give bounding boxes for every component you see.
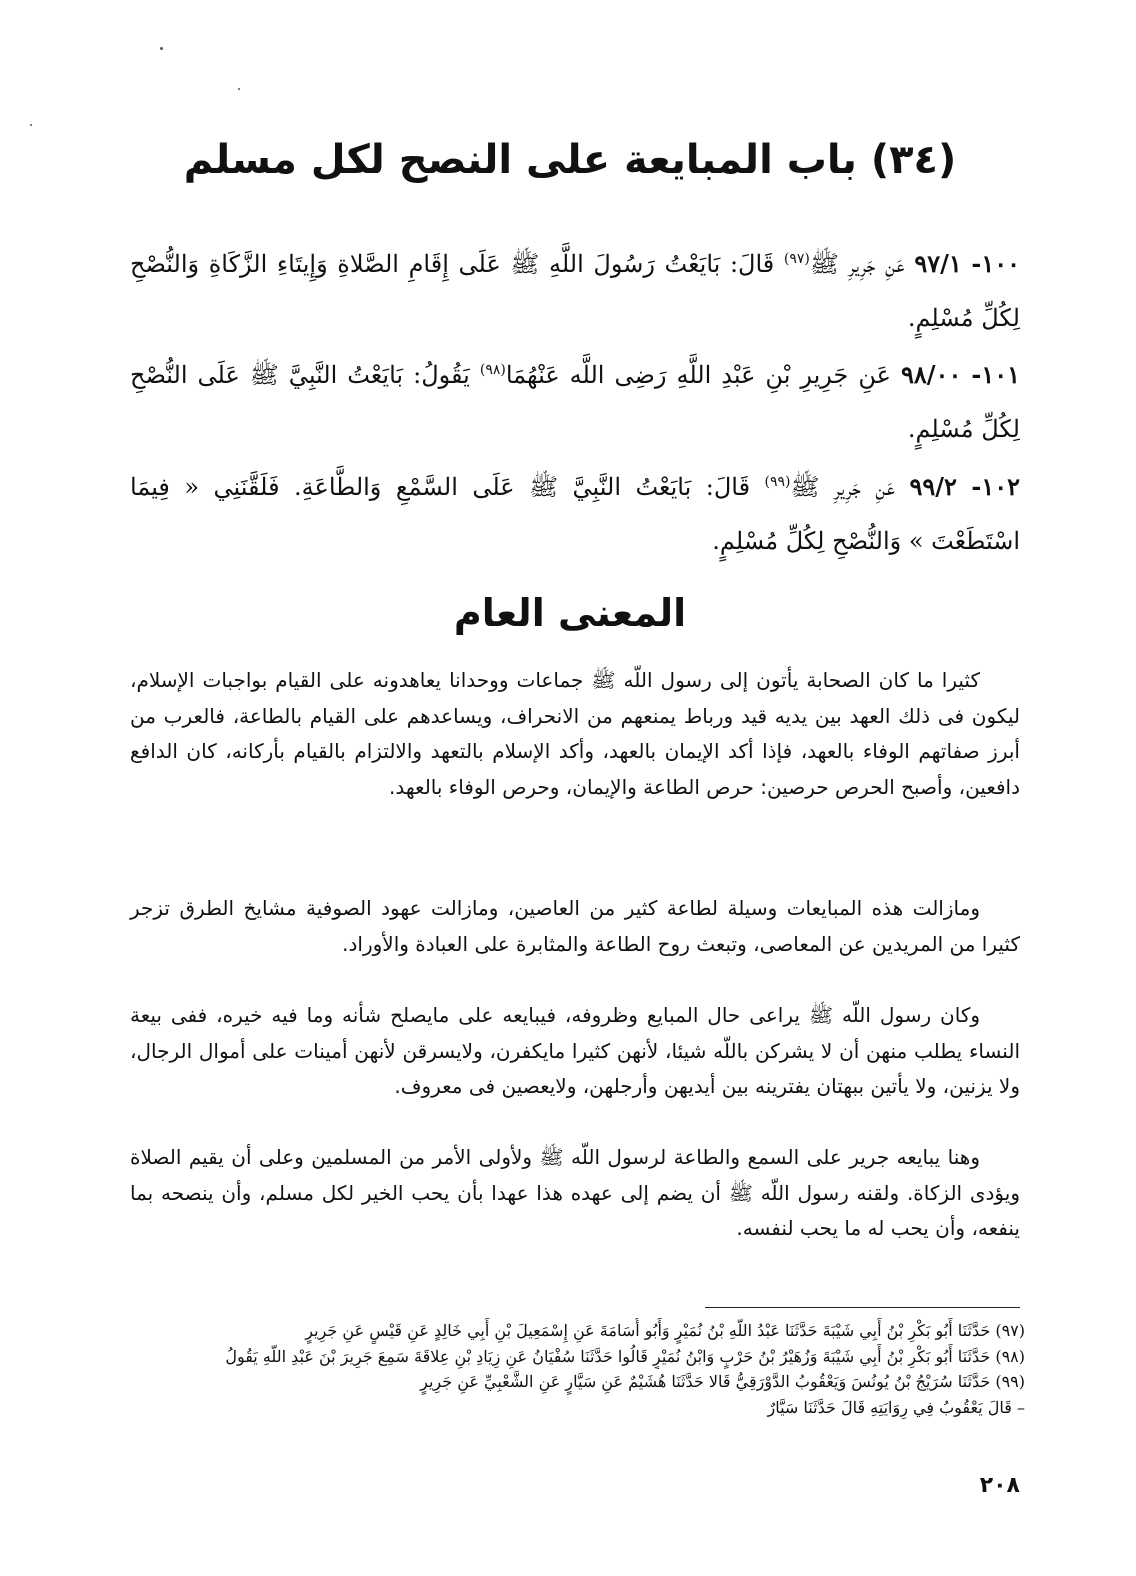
hadith-reference: ٩٧/١ bbox=[914, 249, 962, 278]
hadith-text: قَالَ: بَايَعْتُ رَسُولَ اللَّهِ ﷺ عَلَى إِقَامِ الصَّلاةِ وَإِيتَاءِ الزَّكَاةِ وَالنُّصْحِ لِكُلِّ مُسْلِمٍ. bbox=[130, 250, 1020, 332]
footnote-mark: (٩٨) bbox=[479, 362, 506, 378]
footnote-98: (٩٨) حَدَّثَنَا أَبُو بَكْرِ بْنُ أَبِي شَيْبَةَ وَزُهَيْرُ بْنُ حَرْبٍ وَابْنُ نُمَيْرٍ قَالُوا حَدَّثَنَا سُفْيَانُ عَنِ زِيَادِ بْنِ عِلاقَةَ سَمِعَ جَرِيرَ بْنَ عَبْدِ اللّهِ يَقُولُ bbox=[225, 1346, 1025, 1366]
paragraph-4: وهنا يبايعه جرير على السمع والطاعة لرسول اللّه ﷺ ولأولى الأمر من المسلمين وعلى أن يقيم الصلاة ويؤدى الزكاة. ولقنه رسول اللّه ﷺ أن يضم إلى عهده هذا عهدا بأن يحب الخير لكل مسلم، وأن ينصحه بما ينفعه، وأن يحب له ما يحب لنفسه. bbox=[130, 1145, 1020, 1240]
paragraph-2: ومازالت هذه المبايعات وسيلة لطاعة كثير من العاصين، ومازالت عهود الصوفية مشايخ الطرق تزجر كثيرا من المريدين عن المعاصى، وتبعث روح الطاعة والمثابرة على العبادة والأوراد. bbox=[130, 896, 1020, 956]
hadith-number: ١٠٠- bbox=[971, 249, 1021, 278]
hadith-number: ١٠٢- bbox=[971, 472, 1020, 501]
footnote-mark: (٩٧) bbox=[783, 251, 810, 267]
footnote-99-note: – قَالَ يَعْقُوبُ فِي رِوَايَتِهِ قَالَ حَدَّثَنَا سَيَّارٌ bbox=[767, 1397, 1025, 1417]
hadith-102 bbox=[130, 455, 1020, 568]
section-title: المعنى العام bbox=[453, 591, 687, 635]
footnote-97: (٩٧) حَدَّثَنَا أَبُو بَكْرِ بْنُ أَبِي شَيْبَةَ حَدَّثَنَا عَبْدُ اللّهِ بْنُ نُمَيْرٍ وَأَبُو أُسَامَةَ عَنِ إِسْمَعِيلَ بْنِ أَبِي خَالِدٍ عَنِ قَيْسٍ عَنِ جَرِيرٍ bbox=[305, 1321, 1025, 1340]
footnotes bbox=[130, 1318, 1025, 1420]
hadith-number: ١٠١- bbox=[971, 360, 1020, 389]
hadith-narrator: عَنِ جَرِيرِ ﷺ bbox=[790, 473, 895, 501]
hadith-narrator: عَنِ جَرِيرِ بْنِ عَبْدِ اللَّهِ رَضِى اللَّه عَنْهُمَا bbox=[505, 361, 891, 389]
paragraph-3: وكان رسول اللّه ﷺ يراعى حال المبايع وظروفه، فيبايعه على مايصلح شأنه وما فيه خيره، ففى بيعة النساء يطلب منهن أن لا يشركن باللّه شيئا، لأنهن كثيرا مايكفرن، ولايسرقن لأنهن أمينات على أموال الرجال، ولا يزنين، ولا يأتين ببهتان يفترينه بين أيديهن وأرجلهن، ولايعصين فى معروف. bbox=[130, 1003, 1020, 1098]
scan-speck bbox=[238, 88, 240, 90]
footnote-mark: (٩٩) bbox=[764, 474, 791, 490]
hadith-100 bbox=[130, 232, 1020, 345]
hadith-text: يَقُولُ: بَايَعْتُ النَّبِيَّ ﷺ عَلَى النُّصْحِ لِكُلِّ مُسْلِمٍ. bbox=[130, 361, 1020, 443]
page-number: ٢٠٨ bbox=[979, 1473, 1020, 1498]
chapter-title: (٣٤) باب المبايعة على النصح لكل مسلم bbox=[183, 137, 957, 183]
hadith-reference: ٩٩/٢ bbox=[909, 472, 957, 501]
hadith-narrator: عَنِ جَرِيرِ ﷺ bbox=[809, 250, 905, 278]
scan-speck bbox=[30, 124, 32, 126]
hadith-reference: ٩٨/٠٠ bbox=[901, 360, 962, 389]
scan-speck bbox=[160, 47, 163, 50]
hadith-text: قَالَ: بَايَعْتُ النَّبِيَّ ﷺ عَلَى السَّمْعِ وَالطَّاعَةِ. فَلَقَّنَنِي « فِيمَا اسْتَطَعْتَ » وَالنُّصْحِ لِكُلِّ مُسْلِمٍ. bbox=[130, 473, 1020, 555]
paragraph-1: كثيرا ما كان الصحابة يأتون إلى رسول اللّه ﷺ جماعات ووحدانا يعاهدونه على القيام بواجبات الإسلام، ليكون فى ذلك العهد بين يديه قيد ورباط يمنعهم من الانحراف، ويساعدهم على القيام بالطاعة، فالعرب من أبرز صفاتهم الوفاء بالعهد، فإذا أكد الإيمان بالعهد، وأكد الإسلام بالتعهد والالتزام بالقيام بأركانه، كان الدافع دافعين، وأصبح الحرص حرصين: حرص الطاعة والإيمان، وحرص الوفاء بالعهد. bbox=[130, 668, 1020, 799]
footnote-divider bbox=[705, 1307, 1020, 1308]
footnote-99: (٩٩) حَدَّثَنَا سُرَيْجُ بْنُ يُونُسَ وَيَعْقُوبُ الدَّوْرَقِيُّ قَالا حَدَّثَنَا هُشَيْمٌ عَنِ سَيَّارٍ عَنِ الشَّعْبِيِّ عَنِ جَرِيرٍ bbox=[420, 1372, 1025, 1391]
hadith-101 bbox=[130, 343, 1020, 456]
